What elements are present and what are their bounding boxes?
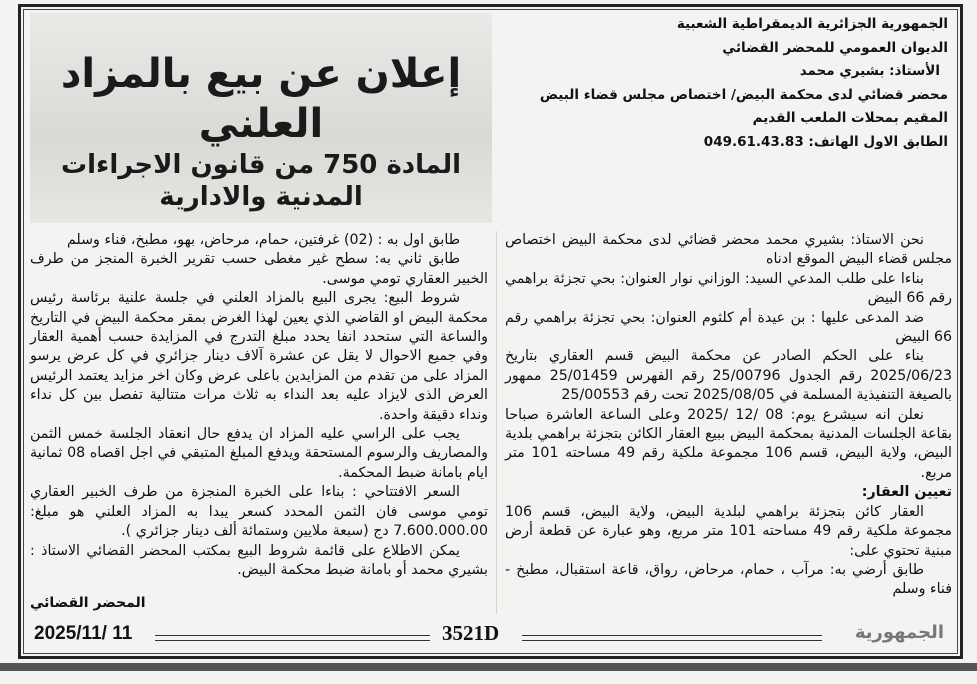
paragraph: طابق أرضي به: مرآب ، حمام، مرحاض، رواق، قاعة استقبال، مطبخ - فناء وسلم bbox=[505, 561, 952, 598]
right-column bbox=[505, 231, 952, 614]
body-columns bbox=[30, 231, 952, 614]
paragraph: نحن الاستاذ: بشيري محمد محضر قضائي لدى محكمة البيض اختصاص مجلس قضاء البيض الموقع ادناه bbox=[505, 232, 952, 268]
paragraph: نعلن انه سيشرع يوم: 08 /12 /2025 وعلى الساعة العاشرة صباحا بقاعة الجلسات المدنية بمحكمة البيض ببيع العقار الكائن بتجزئة براهمي بلدية البيض، ولاية البيض، قسم 106 مجموعة ملكية رقم 49 مساحته 101 متر مربع. bbox=[505, 406, 952, 481]
bailiff-office-header bbox=[500, 13, 952, 155]
paragraph: العقار كائن بتجزئة براهمي لبلدية البيض، ولاية البيض، قسم 106 مجموعة ملكية رقم 49 مساحته 101 متر مربع، وهو عبارة عن قطعة أرض مبنية تحتوي على: bbox=[505, 503, 952, 559]
paragraph: شروط البيع: يجرى البيع بالمزاد العلني في جلسة علنية برئاسة رئيس محكمة البيض او القاضي الذي يعين لهذا الغرض بمقر محكمة البيض في التاريخ والساعة التي ستحدد انفا يحدد مبلغ التدرج في المزايدة حسب أهمية العقار وفي جميع الاحوال لا يقل عن عشرة آلاف دينار جزائري في كل عرض يرسو المزاد على من تقدم من المزايدين باعلى عرض وكان اخر مزايد يعتمد الرئيس العرض الذى لايزاد عليه بعد النداء به ثلاث مرات متتالية تفصل بين كل نداء ونداء دقيقة واحدة. bbox=[30, 290, 488, 423]
paragraph: يجب على الراسي عليه المزاد ان يدفع حال انعقاد الجلسة خمس الثمن والمصاريف والرسوم المستحقة ويدفع المبلغ المتبقي في اجل اقصاه 08 ثمانية ايام بامانة ضبط المحكمة. bbox=[30, 426, 488, 481]
column-divider bbox=[496, 231, 497, 614]
footer-rule bbox=[155, 635, 430, 641]
paragraph: السعر الافتتاحي : بناءا على الخبرة المنجزة من طرف الخبير العقاري تومي موسى فان الثمن المحدد كسعر يبدا به المزاد العلني هو مبلغ: 7.600.000.00 دج (سبعة ملايين وستمائة ألف دينار جزائري ). bbox=[30, 484, 488, 540]
paragraph: ضد المدعى عليها : بن عيدة أم كلثوم العنوان: بحي تجزئة براهمي رقم 66 البيض bbox=[505, 309, 952, 346]
section-heading: تعيين العقار: bbox=[861, 484, 952, 501]
left-column bbox=[30, 231, 488, 614]
office-line: المقيم بمحلات الملعب القديم bbox=[752, 110, 948, 127]
ad-subtitle: المادة 750 من قانون الاجراءات المدنية والادارية bbox=[60, 150, 462, 212]
office-line: الطابق الاول الهاتف: 049.61.43.83 bbox=[703, 133, 948, 150]
paragraph: طابق ثاني به: سطح غير مغطى حسب تقرير الخبرة المنجز من طرف الخبير العقاري تومي موسى. bbox=[30, 251, 488, 287]
issue-number: 3521D bbox=[442, 620, 500, 645]
office-line: الأستاذ: بشيري محمد bbox=[799, 63, 940, 80]
ad-title: إعلان عن بيع بالمزاد العلني bbox=[60, 51, 462, 147]
signature-label: المحضر القضائي bbox=[30, 595, 146, 612]
footer-rule bbox=[522, 635, 822, 641]
office-line: الجمهورية الجزائرية الديمقراطية الشعبية bbox=[676, 16, 948, 32]
paragraph: بناء على الحكم الصادر عن محكمة البيض قسم العقاري بتاريخ 2025/06/23 رقم الجدول 25/00796 رقم الفهرس 25/01459 ممهور بالصيغة التنفيذية المسلمة في 2025/08/05 تحت رقم 25/00553 bbox=[505, 348, 952, 404]
paragraph: يمكن الاطلاع على قائمة شروط البيع بمكتب المحضر القضائي الاستاذ : بشيري محمد أو بامانة ضبط محكمة البيض. bbox=[30, 542, 488, 578]
ad-frame bbox=[18, 4, 963, 659]
title-banner bbox=[30, 13, 492, 223]
page-footer bbox=[30, 620, 952, 650]
issue-date: 2025/11/ 11 bbox=[34, 622, 133, 644]
page-edge bbox=[0, 663, 977, 671]
paragraph: طابق اول به : (02) غرفتين، حمام، مرحاض، بهو، مطبخ، فناء وسلم bbox=[66, 232, 460, 248]
newspaper-logo: الجمهورية bbox=[854, 621, 944, 643]
paragraph: بناءا على طلب المدعي السيد: الوزاني نوار العنوان: بحي تجزئة براهمي رقم 66 البيض bbox=[505, 270, 952, 307]
header-row bbox=[30, 13, 952, 223]
signature-block bbox=[30, 594, 488, 613]
office-line: محضر قضائي لدى محكمة البيض/ اختصاص مجلس قضاء البيض bbox=[539, 86, 948, 103]
office-line: الديوان العمومي للمحضر القضائي bbox=[722, 39, 948, 56]
